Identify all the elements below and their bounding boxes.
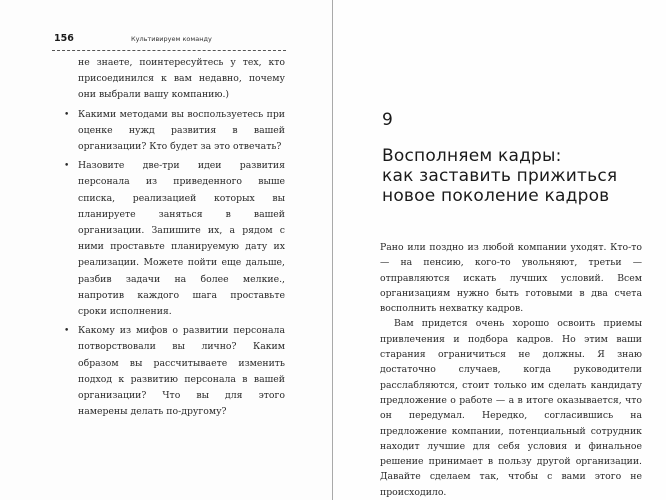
chapter-title-line: новое поколение кадров xyxy=(382,186,610,206)
header-rule xyxy=(52,50,286,51)
list-item-text: Какими методами вы воспользуетесь при оценке нужд развития в вашей организации? Кто будет за это отвечать? xyxy=(78,108,285,153)
running-title: Культивируем команду xyxy=(131,35,212,43)
bullet-icon: • xyxy=(64,109,70,120)
right-body-text xyxy=(380,240,642,500)
chapter-title-line: Восполняем кадры: xyxy=(382,146,562,166)
paragraph: Вам придется очень хорошо освоить приемы привлечения и подбора кадров. Но этим ваши старания ограничиться не должны. Я знаю достаточно случаев, когда руководители расслабляются, стоит только им сделать кандидату предложение о работе — а в итоге оказывается, что он передумал. Нередко, согласившись на предложение компании, потенциальный сотрудник находит лучшие для себя условия и финальное решение принимает в пользу другой организации. Давайте сделаем так, чтобы с вами этого не происходило. xyxy=(380,318,642,498)
list-item xyxy=(64,107,285,156)
paragraph: Рано или поздно из любой компании уходят. Кто-то — на пенсию, кого-то увольняют, третьи — отправляются искать лучших условий. Всем организациям нужно быть готовыми в два счета восполнить нехватку кадров. xyxy=(380,242,642,315)
continuation-paragraph: не знаете, поинтересуйтесь у тех, кто присоединился к вам недавно, почему они выбрали вашу компанию.) xyxy=(78,57,285,101)
chapter-number: 9 xyxy=(382,110,393,130)
chapter-title-line: как заставить прижиться xyxy=(382,166,618,186)
list-item xyxy=(64,323,285,420)
bullet-icon: • xyxy=(64,326,70,337)
page-number: 156 xyxy=(54,33,74,44)
list-item-text: Какому из мифов о развитии персонала потворствовали вы лично? Каким образом вы рассчитываете изменить подход к развитию персонала в вашей организации? Что вы для этого намерены делать по-другому? xyxy=(78,325,285,418)
left-body-text xyxy=(64,55,285,423)
list-item xyxy=(64,158,285,320)
list-item-text: Назовите две-три идеи развития персонала из приведенного выше списка, реализацией которых вы планируете заняться в вашей организации. Запишите их, а рядом с ними проставьте планируемую дату их реализации. Можете пойти еще дальше, разбив задачи на более мелкие., напротив каждого шага проставьте сроки исполнения. xyxy=(78,160,285,318)
chapter-title xyxy=(382,146,642,206)
left-page xyxy=(0,0,332,500)
bullet-icon: • xyxy=(64,161,70,172)
